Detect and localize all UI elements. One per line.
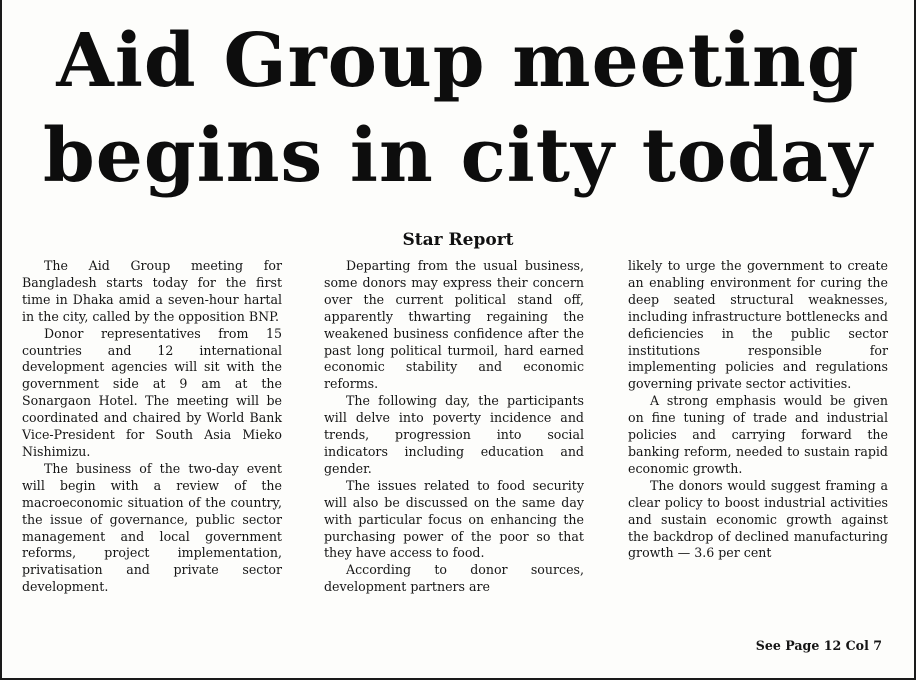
- paragraph: The issues related to food security will also be discussed on the same day with particular focus on enhancing the purchasing power of the poor so that they have access to food.: [324, 477, 584, 561]
- paragraph: According to donor sources, development partners are: [324, 562, 584, 595]
- paragraph: The following day, the participants will delve into poverty incidence and trends, progression into social indicators including education and gender.: [324, 393, 584, 476]
- headline: [2, 14, 914, 204]
- byline: Star Report: [402, 230, 514, 250]
- continuation-note: See Page 12 Col 7: [755, 638, 882, 653]
- article-column-2: [324, 258, 584, 596]
- paragraph: likely to urge the government to create an enabling environment for curing the deep seated structural weaknesses, including infrastructure bottlenecks and deficiencies in the public sector institutions responsible for implementing policies and regulations governing private sector activities.: [628, 258, 888, 392]
- headline-line-2: begins in city today: [43, 113, 873, 199]
- article-column-3: [628, 258, 888, 562]
- paragraph: Donor representatives from 15 countries and 12 international development agencies will sit with the government side at 9 am at the Sonargaon Hotel. The meeting will be coordinated and chaired by World Bank Vice-President for South Asia Mieko Nishimizu.: [22, 325, 282, 459]
- paragraph: Departing from the usual business, some donors may express their concern over the current political stand off, apparently thwarting regaining the weakened business confidence after the past long political turmoil, hard earned economic stability and economic reforms.: [324, 258, 584, 392]
- paragraph: The Aid Group meeting for Bangladesh starts today for the first time in Dhaka amid a seven-hour hartal in the city, called by the opposition BNP.: [22, 258, 282, 324]
- article-column-1: [22, 258, 282, 596]
- paragraph: The business of the two-day event will begin with a review of the macroeconomic situation of the country, the issue of governance, public sector management and local government reforms, project implementation, privatisation and private sector development.: [22, 460, 282, 595]
- headline-line-1: Aid Group meeting: [56, 18, 860, 104]
- paragraph: A strong emphasis would be given on fine tuning of trade and industrial policies and carrying forward the banking reform, needed to sustain rapid economic growth.: [628, 393, 888, 476]
- paragraph: The donors would suggest framing a clear policy to boost industrial activities and sustain economic growth against the backdrop of declined manufacturing growth — 3.6 per cent: [628, 477, 888, 561]
